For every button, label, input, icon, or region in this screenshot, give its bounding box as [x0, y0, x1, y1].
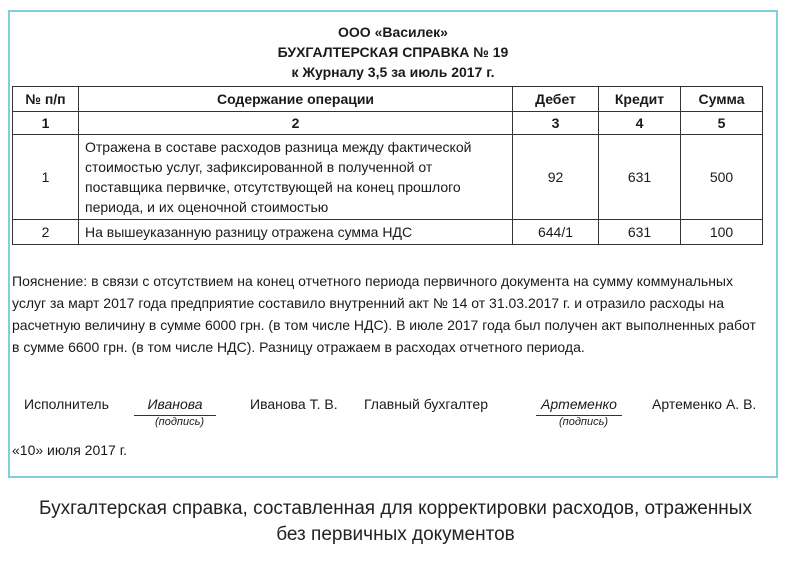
col-number: 1 — [13, 112, 79, 135]
table-row — [13, 220, 763, 245]
row-debit: 92 — [513, 135, 599, 220]
row-credit: 631 — [599, 220, 681, 245]
explanation-text: Пояснение: в связи с отсутствием на конец отчетного периода первичного документа на сумму коммунальных услуг за март 2017 года предприятие составило внутренний акт № 14 от 31.03.2017 г. и отразило расходы на расчетную величину в сумме 6000 грн. (в том числе НДС). В июле 2017 года был получен акт выполненных работ в сумме 6600 грн. (в том числе НДС). Разницу отражаем в расходах отчетного периода. — [12, 273, 756, 355]
document-header — [10, 22, 776, 82]
document-subtitle: к Журналу 3,5 за июль 2017 г. — [291, 64, 495, 80]
accountant-label: Главный бухгалтер — [364, 396, 488, 412]
col-number: 5 — [681, 112, 763, 135]
executor-name: Иванова Т. В. — [250, 396, 338, 412]
col-number: 4 — [599, 112, 681, 135]
executor-signature: Иванова — [134, 396, 216, 416]
column-number-row — [13, 112, 763, 135]
row-text: Отражена в составе расходов разница между фактической стоимостью услуг, зафиксированной в полученной от поставщика первичке, отсутствующей на конец прошлого периода, и их оценочной стоимостью — [79, 135, 513, 220]
accountant-name: Артеменко А. В. — [652, 396, 757, 412]
col-header-credit: Кредит — [599, 87, 681, 112]
col-header-debit: Дебет — [513, 87, 599, 112]
accountant-signature-note: (подпись) — [559, 416, 609, 428]
company-name: ООО «Василек» — [338, 24, 448, 40]
row-text: На вышеуказанную разницу отражена сумма НДС — [79, 220, 513, 245]
col-header-num: № п/п — [13, 87, 79, 112]
document-title: БУХГАЛТЕРСКАЯ СПРАВКА № 19 — [277, 44, 509, 60]
row-num: 2 — [13, 220, 79, 245]
col-number: 3 — [513, 112, 599, 135]
col-header-content: Содержание операции — [79, 87, 513, 112]
figure-caption — [0, 496, 791, 548]
table-header-row — [13, 87, 763, 112]
col-number: 2 — [79, 112, 513, 135]
row-sum: 500 — [681, 135, 763, 220]
row-sum: 100 — [681, 220, 763, 245]
row-credit: 631 — [599, 135, 681, 220]
accountant-signature: Артеменко — [536, 396, 622, 416]
col-header-sum: Сумма — [681, 87, 763, 112]
operations-table — [12, 86, 763, 245]
table-row — [13, 135, 763, 220]
caption-line-2: без первичных документов — [276, 524, 515, 545]
executor-label: Исполнитель — [24, 396, 109, 412]
caption-line-1: Бухгалтерская справка, составленная для корректировки расходов, отраженных — [39, 498, 752, 519]
row-debit: 644/1 — [513, 220, 599, 245]
row-num: 1 — [13, 135, 79, 220]
document-date: «10» июля 2017 г. — [12, 442, 128, 458]
executor-signature-note: (подпись) — [155, 416, 205, 428]
